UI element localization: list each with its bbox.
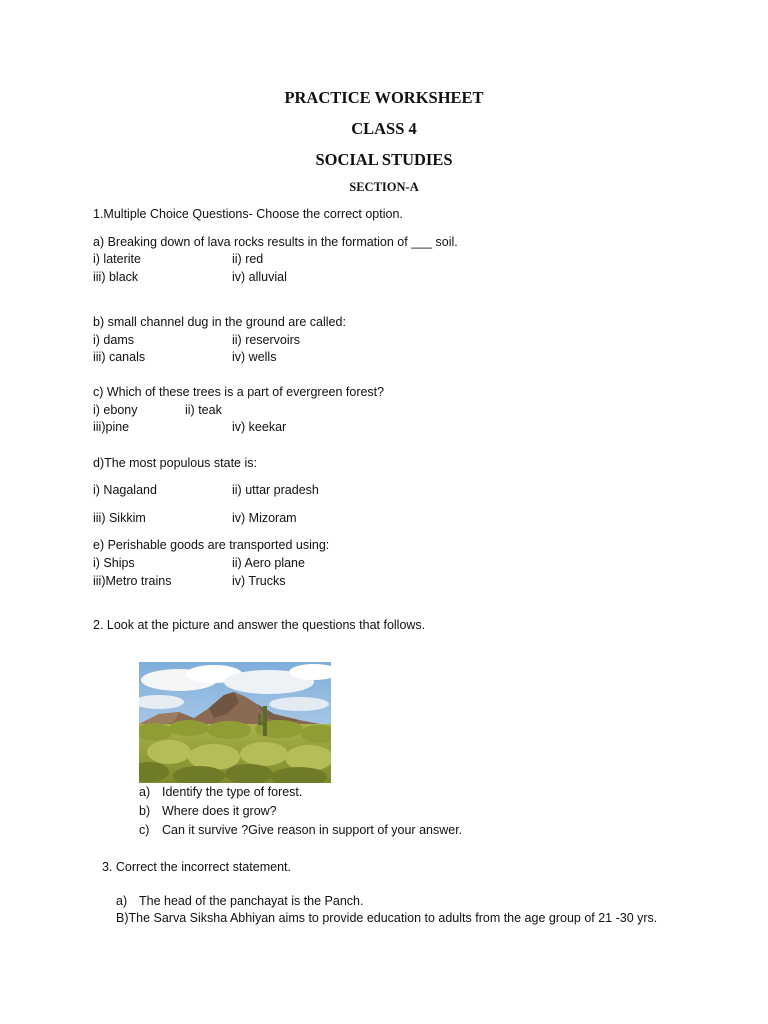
- q1a-option-1: i) laterite: [93, 252, 141, 266]
- desert-landscape-photo: [139, 662, 331, 783]
- q1a-option-3: iii) black: [93, 270, 139, 284]
- q1b-question: b) small channel dug in the ground are called:: [93, 315, 346, 329]
- q1c-option-4: iv) keekar: [232, 420, 287, 434]
- q2-sub-c-marker: c): [139, 823, 150, 837]
- q1e-option-3: iii)Metro trains: [93, 574, 172, 588]
- q3-b-text: B)The Sarva Siksha Abhiyan aims to provide education to adults from the age group of 21 -30 yrs.: [116, 911, 658, 925]
- q1d-question: d)The most populous state is:: [93, 456, 257, 470]
- q2-sub-c-text: Can it survive ?Give reason in support of your answer.: [162, 823, 463, 837]
- section-heading: SECTION-A: [349, 180, 419, 194]
- q1b-option-2: ii) reservoirs: [232, 333, 301, 347]
- q1e-option-1: i) Ships: [93, 556, 135, 570]
- q2-instruction: 2. Look at the picture and answer the questions that follows.: [93, 618, 426, 632]
- q1c-option-2: ii) teak: [185, 403, 222, 417]
- q1b-option-3: iii) canals: [93, 350, 146, 364]
- q1c-option-1: i) ebony: [93, 403, 138, 417]
- q3-instruction: 3. Correct the incorrect statement.: [102, 860, 291, 874]
- q1c-option-3: iii)pine: [93, 420, 130, 434]
- q1e-option-2: ii) Aero plane: [232, 556, 305, 570]
- q1b-option-1: i) dams: [93, 333, 134, 347]
- q2-sub-b-marker: b): [139, 804, 151, 818]
- class-heading: CLASS 4: [351, 119, 417, 138]
- q2-sub-a-text: Identify the type of forest.: [162, 785, 303, 799]
- q1d-option-1: i) Nagaland: [93, 483, 157, 497]
- q1a-option-4: iv) alluvial: [232, 270, 287, 284]
- q2-sub-b-text: Where does it grow?: [162, 804, 277, 818]
- q1d-option-4: iv) Mizoram: [232, 511, 297, 525]
- q1e-question: e) Perishable goods are transported using:: [93, 538, 330, 552]
- q3-a-text: The head of the panchayat is the Panch.: [139, 894, 364, 908]
- q3-a-marker: a): [116, 894, 128, 908]
- q1d-option-2: ii) uttar pradesh: [232, 483, 319, 497]
- q1a-question: a) Breaking down of lava rocks results in the formation of ___ soil.: [93, 235, 458, 249]
- worksheet-title: PRACTICE WORKSHEET: [284, 88, 484, 107]
- q1b-option-4: iv) wells: [232, 350, 277, 364]
- q2-sub-a-marker: a): [139, 785, 151, 799]
- q1a-option-2: ii) red: [232, 252, 264, 266]
- subject-heading: SOCIAL STUDIES: [315, 150, 453, 169]
- q1d-option-3: iii) Sikkim: [93, 511, 146, 525]
- q1e-option-4: iv) Trucks: [232, 574, 286, 588]
- q1c-question: c) Which of these trees is a part of evergreen forest?: [93, 385, 385, 399]
- q1-instruction: 1.Multiple Choice Questions- Choose the correct option.: [93, 207, 403, 221]
